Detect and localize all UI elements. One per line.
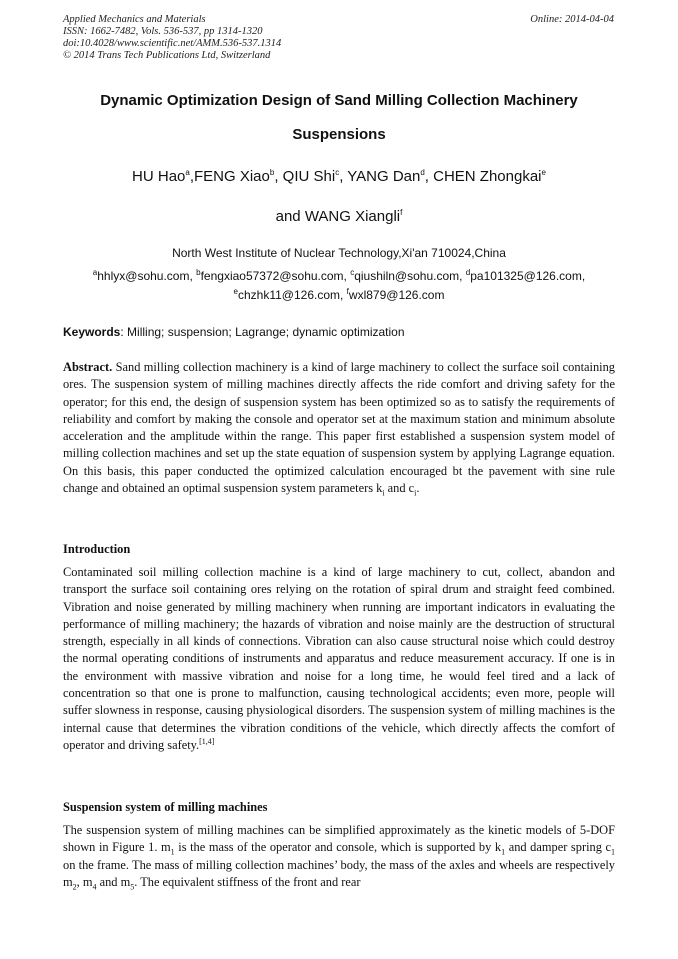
- author-superscript: c: [335, 168, 340, 177]
- keywords-text: : Milling; suspension; Lagrange; dynamic optimization: [120, 325, 405, 339]
- author-superscript: f: [400, 208, 403, 217]
- subscript: i: [382, 488, 385, 498]
- author-superscript: a: [185, 168, 190, 177]
- author-superscript: d: [420, 168, 425, 177]
- author-name: HU Hao: [132, 168, 186, 185]
- online-date: Online: 2014-04-04: [530, 14, 614, 25]
- doi-line[interactable]: doi:10.4028/www.scientific.net/AMM.536-537.1314: [63, 38, 282, 49]
- section-heading-suspension: Suspension system of milling machines: [63, 800, 268, 814]
- authors-line-2: [63, 208, 615, 225]
- subscript: i: [414, 488, 417, 498]
- subscript: 1: [501, 847, 506, 857]
- author-superscript: b: [269, 168, 275, 177]
- author-name: , QIU Shi: [274, 168, 336, 185]
- author-name: , CHEN Zhongkai: [424, 168, 542, 185]
- email-superscript: e: [233, 287, 238, 296]
- suspension-text: The suspension system of milling machines can be simplified approximately as the kinetic models of 5-DOF shown in Figure 1. m: [63, 823, 615, 855]
- email-superscript: c: [350, 268, 355, 277]
- abstract-text: .: [416, 481, 420, 496]
- keywords-label: Keywords: [63, 325, 121, 339]
- abstract-text: Sand milling collection machinery is a kind of large machinery to collect the surface soil containing ores. The suspension system of milling machines directly affects the ride comfort and driving safety for the operator; for this end, the design of suspension system has been optimized so as to satisfy the requirements of reliability and comfort by making the console and operator set at the maximum station and minimum absolute acceleration and the amplitude within the range. This paper first established a suspension system model of milling collection machines and set up the state equation of suspension system by applying Lagrange equation. On this basis, this paper conducted the optimized calculation encouraged bt the pavement with sine rule change and obtained an optimal suspension system parameters k: [63, 360, 615, 496]
- author-name: and WANG Xiangli: [275, 208, 401, 225]
- suspension-text: is the mass of the operator and console, which is supported by k: [174, 840, 502, 855]
- suspension-text: , m: [76, 874, 93, 889]
- suspension-paragraph: [63, 822, 615, 891]
- suspension-text: . The equivalent stiffness of the front and rear: [134, 874, 361, 889]
- email-superscript: a: [92, 268, 98, 277]
- introduction-text: Contaminated soil milling collection machine is a kind of large machinery to cut, collect, abandon and transport the surface soil containing ores relying on the rotation of spiral drum and straight feed combined. Vibration and noise generated by milling machinery when running are important indicators in evaluating the performance of milling machinery; the hazards of vibration and noise mainly are the destruction of structural strength, especially in all kinds of connections. Vibration can also cause structural noise which could destroy the normal operating conditions of instruments and apparatus and reduce measurement accuracy. If one is in the environment with massive vibration and noise for a long time, he would feel tired and a lack of concentration so that one is prone to malfunction, causing technological accidents; even more, people will suffer slowness in response, causing physiological disorders. The suspension system of milling machines is the internal cause that determines the vibration conditions of the vehicle, which directly affects the comfort of operator and driving safety.: [63, 565, 615, 752]
- email-superscript: d: [465, 268, 471, 277]
- copyright-line: © 2014 Trans Tech Publications Ltd, Switzerland: [63, 50, 271, 61]
- emails-line-2: [63, 286, 615, 305]
- email-link[interactable]: fengxiao57372@sohu.com,: [200, 269, 351, 283]
- authors-line-1: [63, 168, 615, 185]
- suspension-text: on the frame. The mass of milling collection machines’ body, the mass of the axles and wheels are respectively m: [63, 857, 615, 889]
- email-superscript: f: [346, 287, 349, 296]
- author-emails: [63, 267, 615, 305]
- journal-header: [63, 14, 281, 62]
- subscript: 1: [611, 847, 615, 857]
- subscript: 4: [92, 882, 97, 892]
- abstract-label: Abstract.: [63, 360, 113, 374]
- author-name: , YANG Dan: [339, 168, 421, 185]
- email-link[interactable]: pa101325@126.com,: [470, 269, 586, 283]
- subscript: 2: [72, 882, 77, 892]
- section-heading-introduction: Introduction: [63, 542, 131, 556]
- email-link[interactable]: hhlyx@sohu.com,: [97, 269, 197, 283]
- author-superscript: e: [541, 168, 546, 177]
- citation-ref[interactable]: [1,4]: [199, 736, 215, 746]
- author-name: ,FENG Xiao: [189, 168, 270, 185]
- emails-line-1: [63, 267, 615, 286]
- abstract: [63, 359, 615, 497]
- issn-line: ISSN: 1662-7482, Vols. 536-537, pp 1314-1320: [63, 26, 263, 37]
- subscript: 5: [130, 882, 135, 892]
- paper-title-line-2: Suspensions: [292, 126, 386, 143]
- keywords: [63, 325, 405, 339]
- abstract-text: and c: [384, 481, 415, 496]
- email-link[interactable]: qiushiln@sohu.com,: [354, 269, 466, 283]
- affiliation: North West Institute of Nuclear Technology,Xi'an 710024,China: [172, 246, 506, 260]
- introduction-paragraph: [63, 564, 615, 754]
- paper-title-line-1: Dynamic Optimization Design of Sand Milling Collection Machinery: [100, 92, 578, 109]
- suspension-text: and damper spring c: [505, 840, 611, 855]
- subscript: 1: [170, 847, 175, 857]
- journal-name: Applied Mechanics and Materials: [63, 14, 206, 25]
- email-superscript: b: [196, 268, 201, 277]
- suspension-text: and m: [96, 874, 131, 889]
- email-link[interactable]: chzhk11@126.com,: [237, 288, 347, 302]
- email-link[interactable]: wxl879@126.com: [348, 288, 445, 302]
